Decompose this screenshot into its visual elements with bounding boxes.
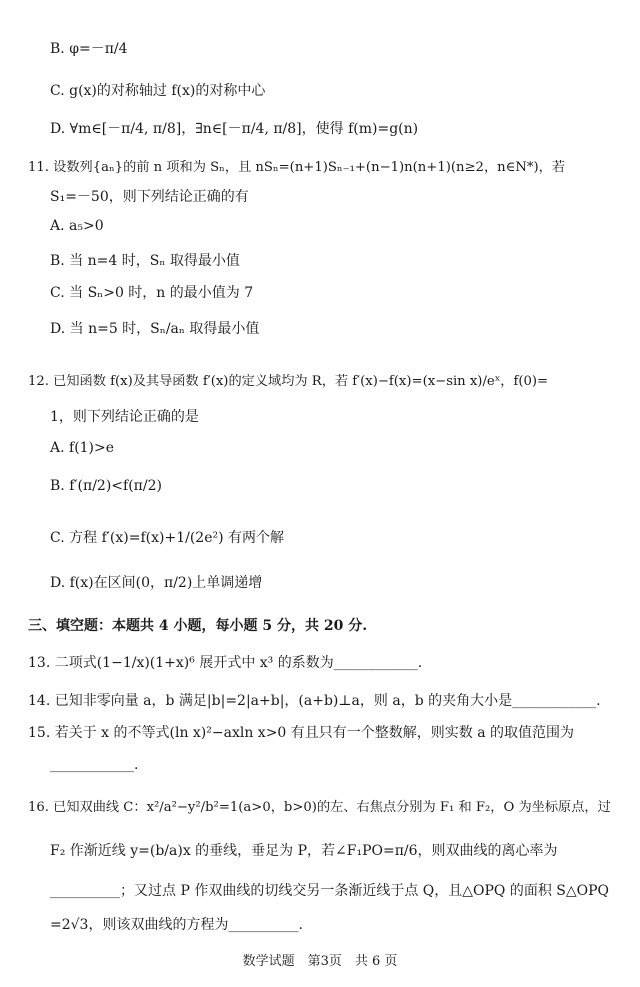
q11-option-c: C. 当 Sₙ>0 时，n 的最小值为 7: [50, 285, 254, 301]
q15-line2: ____________.: [50, 757, 139, 773]
q16-line3: __________；又过点 P 作双曲线的切线交另一条渐近线于点 Q，且△OPQ 的面积 S△OPQ: [50, 883, 610, 899]
q13-text: 13. 二项式(1−1/x)(1+x)⁶ 展开式中 x³ 的系数为____________.: [28, 655, 423, 671]
q11-option-d: D. 当 n=5 时，Sₙ/aₙ 取得最小值: [50, 321, 260, 337]
q11-stem-line1: 11. 设数列{aₙ}的前 n 项和为 Sₙ，且 nSₙ=(n+1)Sₙ₋₁+(n−1)n(n+1)(n≥2，n∈N*)，若: [28, 160, 566, 175]
q16-line1: 16. 已知双曲线 C：x²/a²−y²/b²=1(a>0，b>0)的左、右焦点分别为 F₁ 和 F₂，O 为坐标原点，过: [28, 800, 611, 815]
page-footer: 数学试题 第3页 共 6 页: [242, 954, 398, 969]
q12-option-d: D. f(x)在区间(0，π/2)上单调递增: [50, 575, 263, 591]
q16-line2: F₂ 作渐近线 y=(b/a)x 的垂线，垂足为 P，若∠F₁PO=π/6，则双曲线的离心率为: [50, 843, 558, 859]
q10-option-b: B. φ=－π/4: [50, 41, 128, 57]
q12-stem-line1: 12. 已知函数 f(x)及其导函数 f′(x)的定义域均为 R，若 f′(x)−f(x)=(x−sin x)/eˣ，f(0)=: [28, 374, 549, 389]
q10-option-c: C. g(x)的对称轴过 f(x)的对称中心: [50, 83, 266, 99]
q11-option-b: B. 当 n=4 时，Sₙ 取得最小值: [50, 253, 240, 269]
q12-option-c: C. 方程 f′(x)=f(x)+1/(2e²) 有两个解: [50, 530, 285, 546]
q10-option-d: D. ∀m∈[－π/4, π/8]，∃n∈[－π/4, π/8]，使得 f(m)=g(n): [50, 121, 419, 137]
q14-text: 14. 已知非零向量 a，b 满足|b|=2|a+b|，(a+b)⊥a，则 a，b 的夹角大小是____________.: [28, 693, 601, 709]
q16-line4: =2√3，则该双曲线的方程为__________.: [50, 917, 303, 933]
q11-option-a: A. a₅>0: [50, 218, 104, 234]
q12-stem-line2: 1，则下列结论正确的是: [50, 409, 199, 425]
q15-line1: 15. 若关于 x 的不等式(ln x)²−axln x>0 有且只有一个整数解，则实数 a 的取值范围为: [28, 725, 575, 741]
q12-option-a: A. f(1)>e: [50, 440, 115, 456]
q12-option-b: B. f′(π/2)<f(π/2): [50, 478, 162, 494]
section-3-heading: 三、填空题：本题共 4 小题，每小题 5 分，共 20 分.: [28, 618, 368, 634]
q11-stem-line2: S₁=－50，则下列结论正确的有: [50, 189, 249, 205]
